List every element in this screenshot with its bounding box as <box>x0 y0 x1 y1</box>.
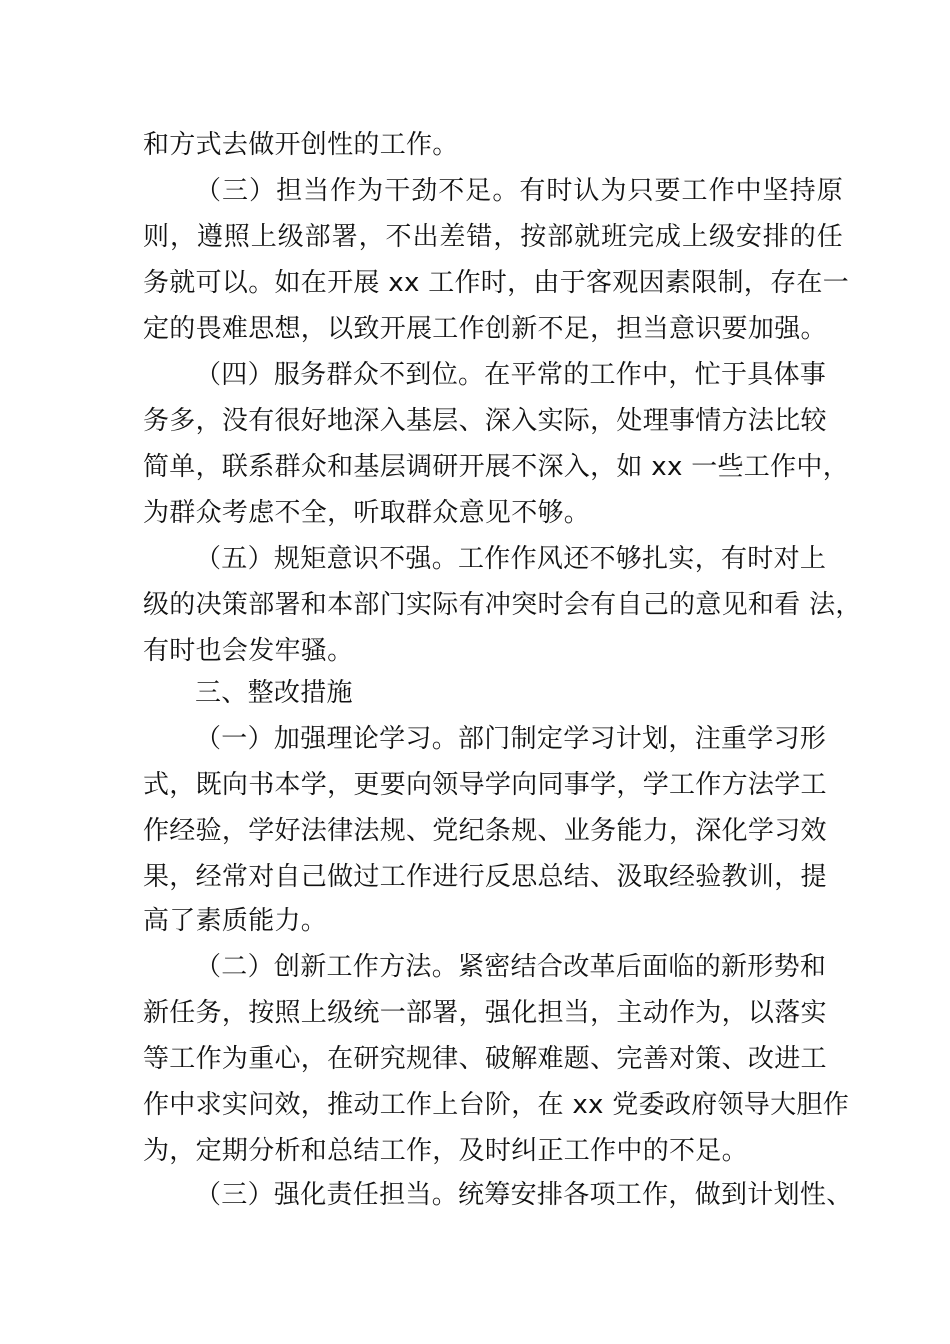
paragraph-heading-2: （二）创新工作方法。紧密结合改革后面临的新形势和 <box>195 952 827 982</box>
text-line: 和方式去做开创性的工作。 <box>143 130 459 160</box>
text-line: 果，经常对自己做过工作进行反思总结、汲取经验教训，提 <box>143 862 827 892</box>
text-line: 等工作为重心，在研究规律、破解难题、完善对策、改进工 <box>143 1044 827 1074</box>
paragraph-heading-1: （一）加强理论学习。部门制定学习计划，注重学习形 <box>195 724 827 754</box>
paragraph-heading-3b: （三）强化责任担当。统筹安排各项工作，做到计划性、 <box>195 1180 853 1210</box>
text-line: 有时也会发牢骚。 <box>143 636 354 666</box>
paragraph-heading-5: （五）规矩意识不强。工作作风还不够扎实，有时对上 <box>195 544 827 574</box>
text-line: 新任务，按照上级统一部署，强化担当，主动作为，以落实 <box>143 998 827 1028</box>
text-line: 务就可以。如在开展 xx 工作时，由于客观因素限制，存在一 <box>143 268 850 298</box>
paragraph-heading-3: （三）担当作为干劲不足。有时认为只要工作中坚持原 <box>195 176 843 206</box>
text-line: 为，定期分析和总结工作，及时纠正工作中的不足。 <box>143 1136 748 1166</box>
text-line: 级的决策部署和本部门实际有冲突时会有自己的意见和看 法， <box>143 590 862 620</box>
text-line: 则，遵照上级部署，不出差错，按部就班完成上级安排的任 <box>143 222 843 252</box>
paragraph-heading-4: （四）服务群众不到位。在平常的工作中，忙于具体事 <box>195 360 827 390</box>
text-line: 高了素质能力。 <box>143 906 328 936</box>
text-line: 作经验，学好法律法规、党纪条规、业务能力，深化学习效 <box>143 816 827 846</box>
text-line: 简单，联系群众和基层调研开展不深入，如 xx 一些工作中， <box>143 452 850 482</box>
text-line: 为群众考虑不全，听取群众意见不够。 <box>143 498 591 528</box>
text-line: 定的畏难思想，以致开展工作创新不足，担当意识要加强。 <box>143 314 827 344</box>
text-line: 式，既向书本学，更要向领导学向同事学，学工作方法学工 <box>143 770 827 800</box>
text-line: 作中求实问效，推动工作上台阶，在 xx 党委政府领导大胆作 <box>143 1090 850 1120</box>
text-line: 务多，没有很好地深入基层、深入实际，处理事情方法比较 <box>143 406 827 436</box>
section-heading: 三、整改措施 <box>195 678 353 708</box>
